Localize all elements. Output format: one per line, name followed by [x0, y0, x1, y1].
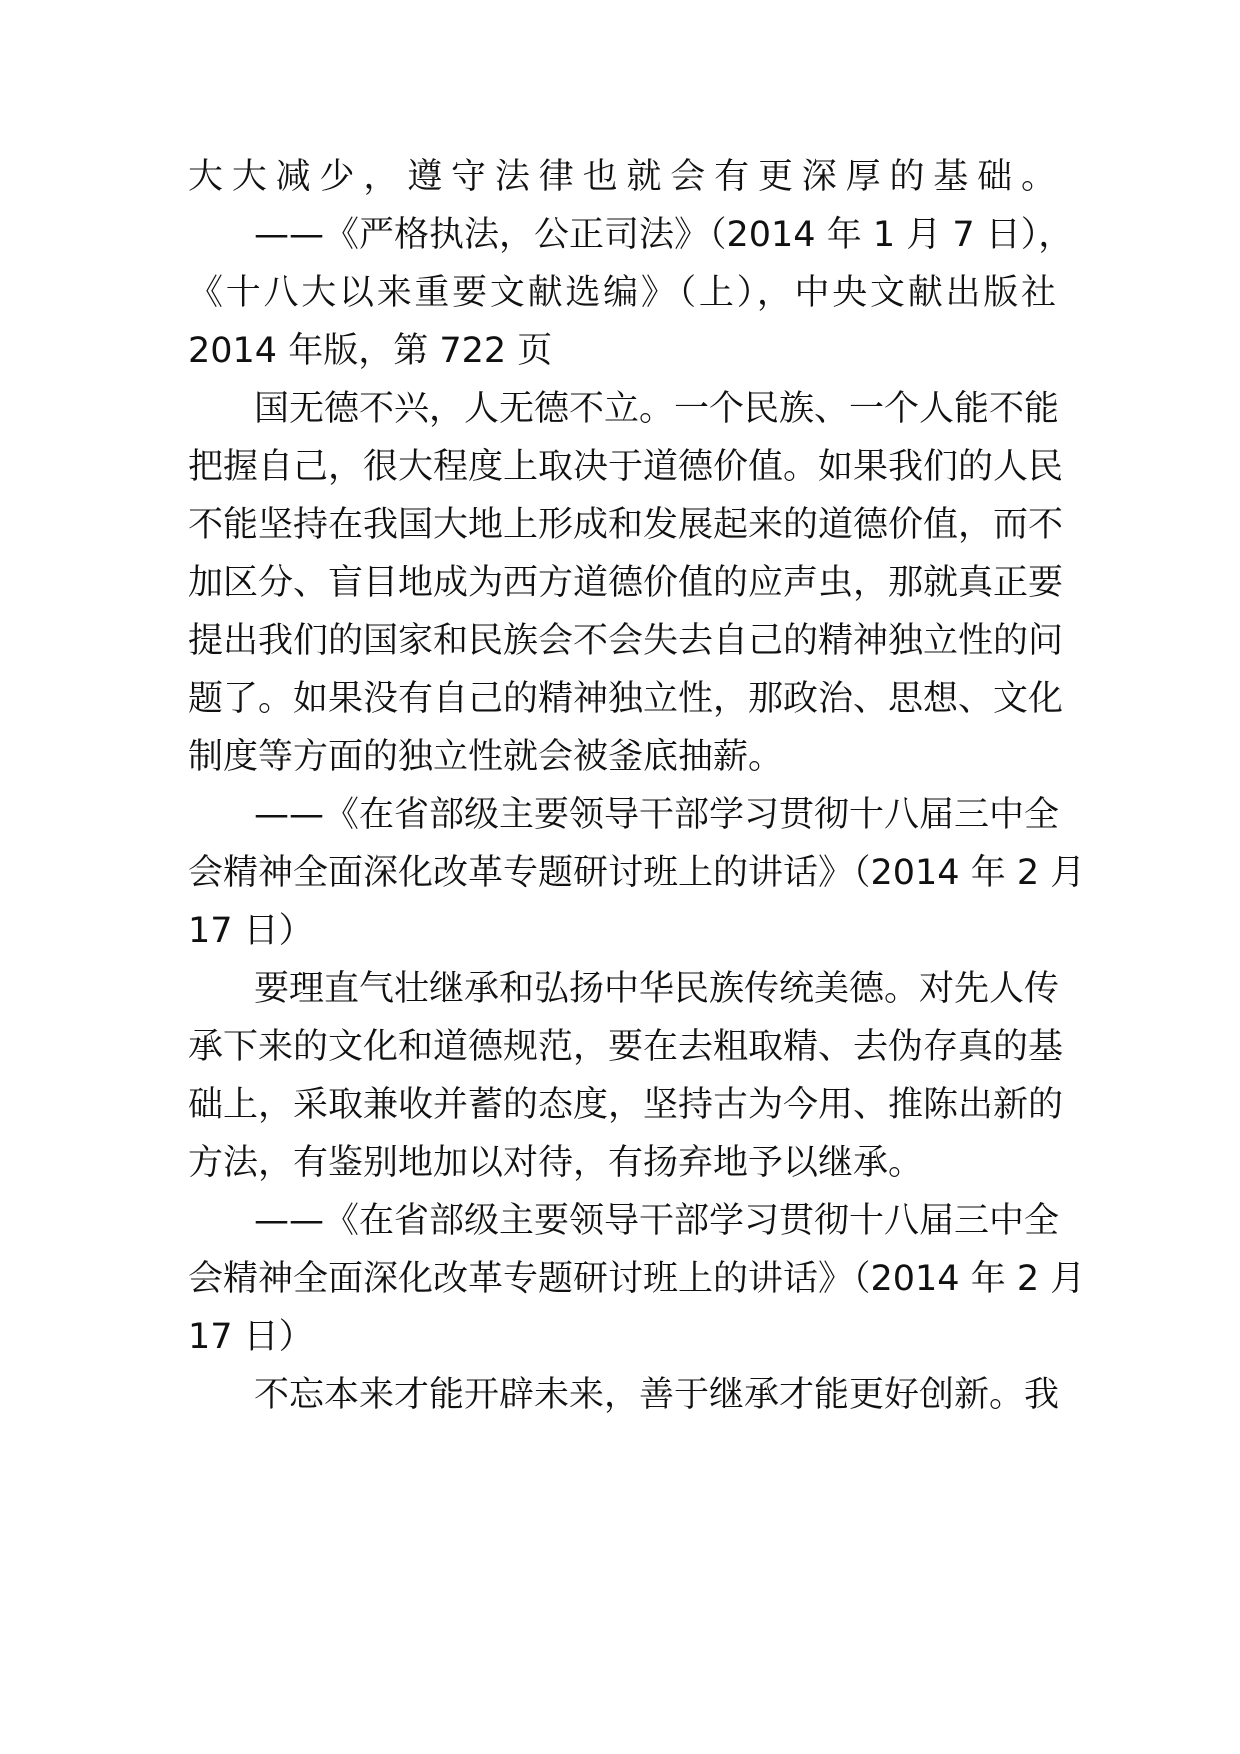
citation-line: 会精神全面深化改革专题研讨班上的讲话》（2014 年 2 月 [188, 853, 1086, 893]
paragraph-line: 方法，有鉴别地加以对待，有扬弃地予以继承。 [188, 1143, 924, 1183]
citation-line: ——《在省部级主要领导干部学习贯彻十八届三中全 [254, 795, 1060, 835]
paragraph-line: 不能坚持在我国大地上形成和发展起来的道德价值，而不 [188, 505, 1064, 545]
paragraph-line: 制度等方面的独立性就会被釜底抽薪。 [188, 737, 784, 777]
paragraph-line: 提出我们的国家和民族会不会失去自己的精神独立性的问 [188, 621, 1064, 661]
paragraph-line: 要理直气壮继承和弘扬中华民族传统美德。对先人传 [254, 969, 1060, 1009]
text-line: 大大减少，遵守法律也就会有更深厚的基础。 [188, 157, 1056, 197]
paragraph-line: 加区分、盲目地成为西方道德价值的应声虫，那就真正要 [188, 563, 1064, 603]
citation-line: 《十八大以来重要文献选编》（上），中央文献出版社 [188, 273, 1056, 313]
citation-line: 17 日） [188, 1317, 314, 1357]
citation-line: 17 日） [188, 911, 314, 951]
paragraph-line: 题了。如果没有自己的精神独立性，那政治、思想、文化 [188, 679, 1064, 719]
paragraph-line: 把握自己，很大程度上取决于道德价值。如果我们的人民 [188, 447, 1064, 487]
citation-line: 会精神全面深化改革专题研讨班上的讲话》（2014 年 2 月 [188, 1259, 1086, 1299]
citation-line: 2014 年版，第 722 页 [188, 331, 553, 371]
paragraph-line: 不忘本来才能开辟未来，善于继承才能更好创新。我 [254, 1375, 1060, 1415]
citation-line: ——《严格执法，公正司法》（2014 年 1 月 7 日）， [254, 215, 1074, 255]
paragraph-line: 承下来的文化和道德规范，要在去粗取精、去伪存真的基 [188, 1027, 1064, 1067]
citation-line: ——《在省部级主要领导干部学习贯彻十八届三中全 [254, 1201, 1060, 1241]
paragraph-line: 础上，采取兼收并蓄的态度，坚持古为今用、推陈出新的 [188, 1085, 1064, 1125]
paragraph-line: 国无德不兴，人无德不立。一个民族、一个人能不能 [254, 389, 1060, 429]
